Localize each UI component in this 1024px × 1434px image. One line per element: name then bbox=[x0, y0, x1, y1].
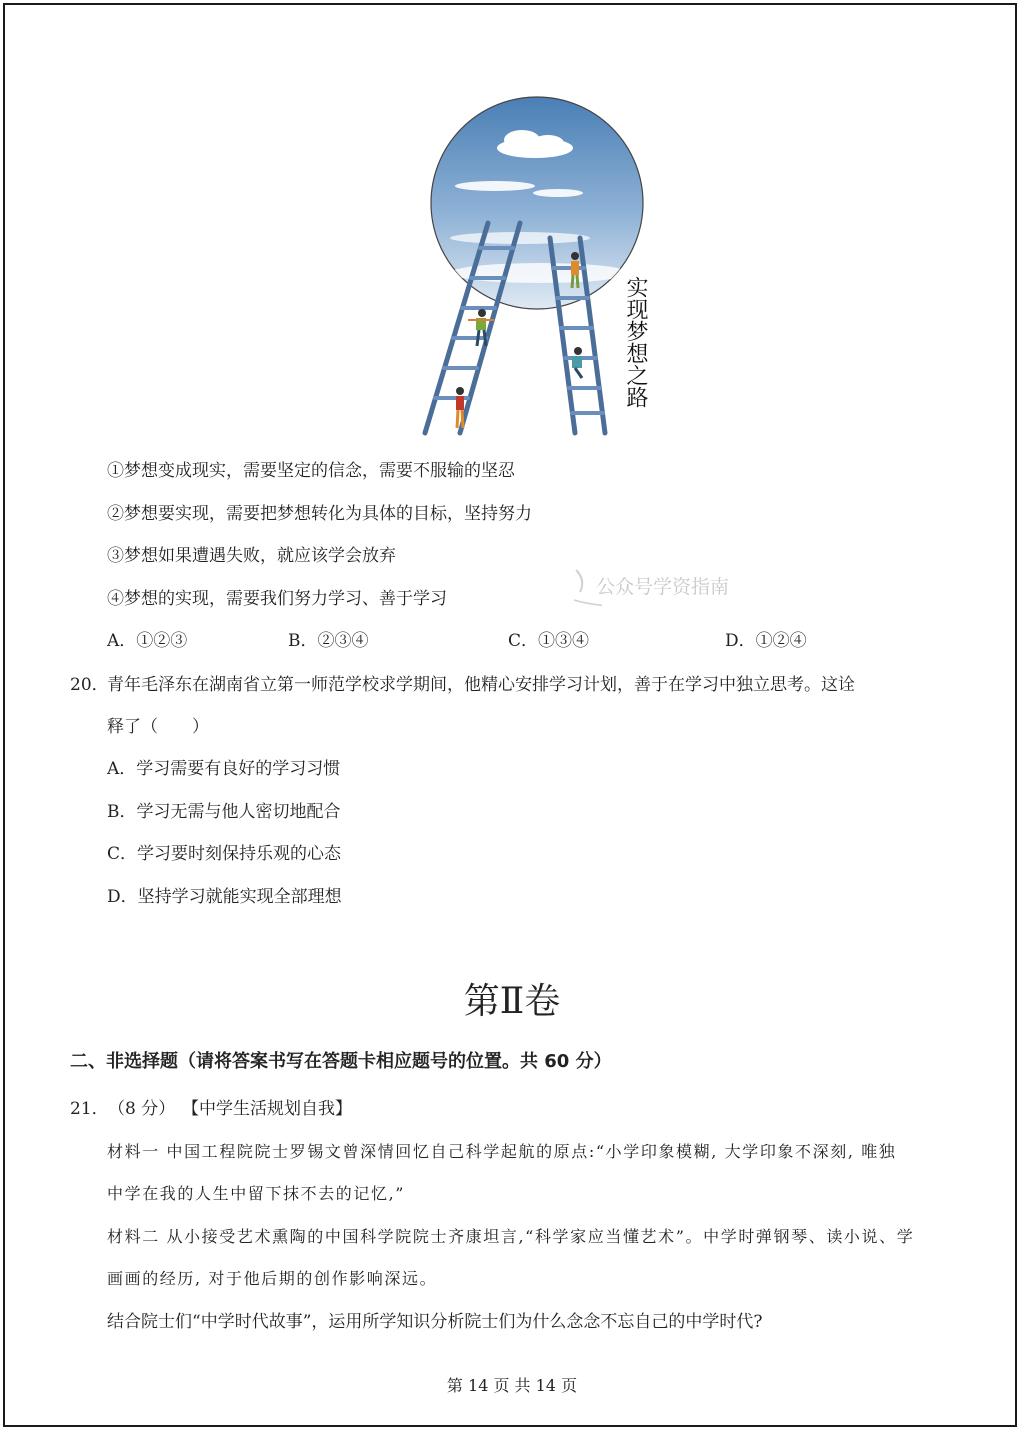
q20-option-c: C．学习要时刻保持乐观的心态 bbox=[107, 844, 342, 864]
q19-option-d: D．①②④ bbox=[725, 631, 807, 651]
q19-statement-3: ③梦想如果遭遇失败，就应该学会放弃 bbox=[107, 546, 396, 566]
q19-option-a: A．①②③ bbox=[107, 631, 188, 651]
q21-material2-line1: 材料二 从小接受艺术熏陶的中国科学院院士齐康坦言,“科学家应当懂艺术”。中学时弹钢琴、读小说、学 bbox=[107, 1227, 915, 1246]
q21-topic: 【中学生活规划自我】 bbox=[182, 1099, 352, 1119]
q21-score: （8 分） bbox=[108, 1099, 176, 1119]
q20-option-d: D．坚持学习就能实现全部理想 bbox=[107, 887, 342, 907]
q21-material1-line1: 材料一 中国工程院院士罗锡文曾深情回忆自己科学起航的原点:“小学印象模糊, 大学印象不深刻, 唯独 bbox=[107, 1142, 897, 1161]
q20-stem-line1: 青年毛泽东在湖南省立第一师范学校求学期间，他精心安排学习计划，善于在学习中独立思考。这诠 bbox=[107, 675, 855, 695]
q19-statement-4: ④梦想的实现，需要我们努力学习、善于学习 bbox=[107, 589, 447, 609]
q21-material2-line2: 画画的经历, 对于他后期的创作影响深远。 bbox=[107, 1269, 438, 1288]
q20-option-a: A．学习需要有良好的学习习惯 bbox=[107, 759, 341, 779]
q20-option-b: B．学习无需与他人密切地配合 bbox=[107, 802, 341, 822]
part2-heading: 二、非选择题（请将答案书写在答题卡相应题号的位置。共 60 分） bbox=[70, 1051, 612, 1072]
q20-stem-line2: 释了（ ） bbox=[107, 717, 209, 737]
q19-statement-2: ②梦想要实现，需要把梦想转化为具体的目标，坚持努力 bbox=[107, 504, 532, 524]
q19-statement-1: ①梦想变成现实，需要坚定的信念，需要不服输的坚忍 bbox=[107, 461, 515, 481]
page-footer: 第 14 页 共 14 页 bbox=[446, 1376, 578, 1395]
watermark bbox=[572, 566, 752, 626]
q20-number: 20． bbox=[70, 675, 109, 695]
part2-title: 第Ⅱ卷 bbox=[463, 981, 561, 1022]
q19-option-c: C．①③④ bbox=[508, 631, 590, 651]
watermark-text: 公众号学资指南 bbox=[596, 576, 730, 598]
q21-number: 21． bbox=[70, 1099, 109, 1119]
q21-material1-line2: 中学在我的人生中留下抹不去的记忆,” bbox=[107, 1184, 406, 1203]
illustration-caption: 实现梦想之路 bbox=[623, 276, 648, 408]
q21-question: 结合院士们“中学时代故事”，运用所学知识分析院士们为什么念念不忘自己的中学时代? bbox=[107, 1312, 763, 1332]
q19-option-b: B．②③④ bbox=[288, 631, 369, 651]
